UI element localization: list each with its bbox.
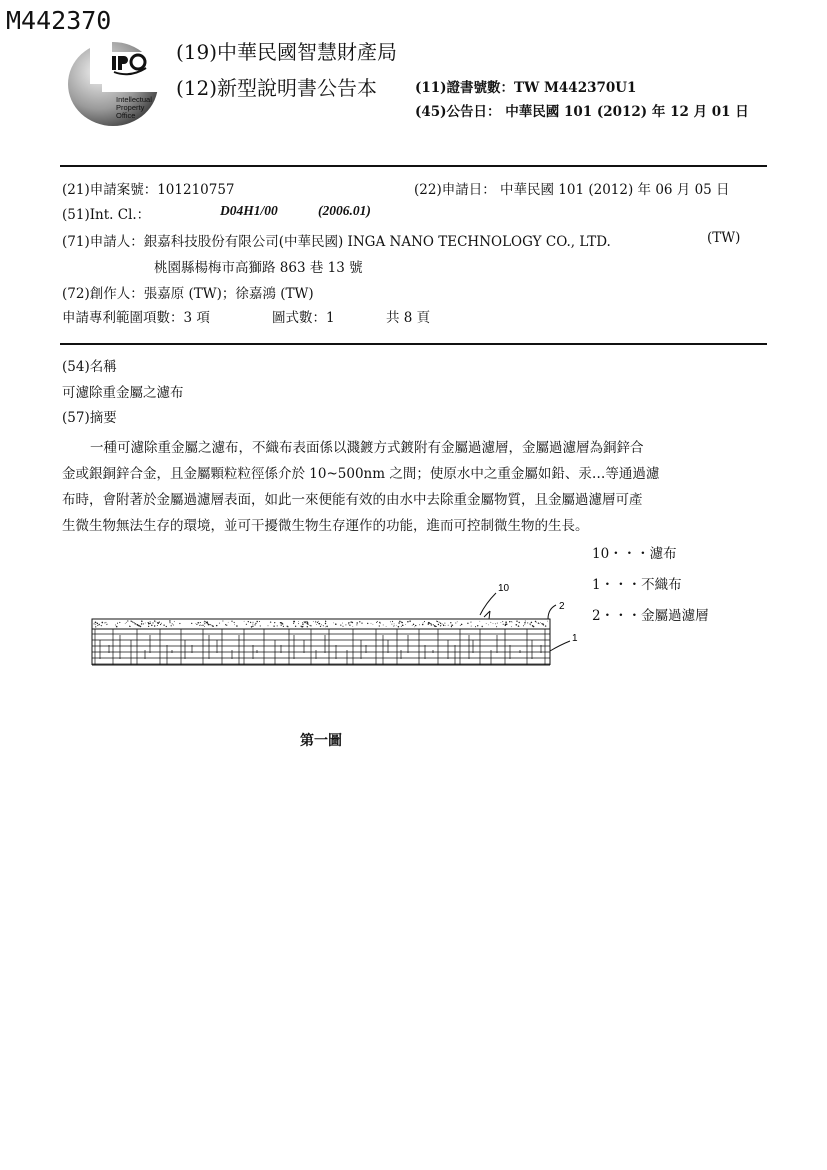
metal-particle <box>163 625 164 626</box>
metal-particle <box>134 623 135 624</box>
metal-particle <box>415 625 416 626</box>
metal-particle <box>136 624 137 625</box>
metal-particle <box>402 625 404 627</box>
metal-particle <box>117 623 118 624</box>
metal-particle <box>173 625 174 626</box>
metal-particle <box>542 623 544 625</box>
metal-particle <box>424 621 425 622</box>
metal-particle <box>407 621 408 622</box>
metal-particle <box>326 626 328 628</box>
metal-particle <box>488 625 489 626</box>
metal-particle <box>394 624 395 625</box>
metal-particle <box>283 626 284 627</box>
metal-particle <box>133 622 134 623</box>
intcl-label: (51)Int. Cl.： <box>62 207 151 223</box>
logo-text-office: Office <box>116 111 136 120</box>
metal-particle <box>260 625 261 626</box>
metal-particle <box>437 621 438 622</box>
metal-particle <box>148 626 149 627</box>
metal-particle <box>496 626 497 627</box>
metal-particle <box>486 623 487 624</box>
metal-particle <box>131 621 132 622</box>
document-number: M442370 <box>6 6 112 35</box>
metal-particle <box>259 621 260 622</box>
metal-particle <box>125 623 126 624</box>
figure-caption: 第一圖 <box>300 733 342 749</box>
metal-particle <box>479 621 480 622</box>
metal-particle <box>451 627 452 628</box>
legend-item: 1・・・不織布 <box>592 577 682 593</box>
metal-particle <box>307 626 308 627</box>
metal-particle <box>433 624 434 625</box>
metal-particle <box>191 623 192 624</box>
metal-particle <box>340 625 341 626</box>
intcl-code: D04H1/00 <box>220 203 278 218</box>
metal-particle <box>211 625 212 626</box>
metal-particle <box>482 626 483 627</box>
application-number: (21)申請案號：101210757 <box>62 182 235 198</box>
metal-particle <box>524 624 525 625</box>
leader-10 <box>480 593 496 615</box>
ref-1: 1 <box>572 633 578 644</box>
metal-particle <box>207 621 208 622</box>
inventors: (72)創作人：張嘉原 (TW)；徐嘉鴻 (TW) <box>62 286 314 302</box>
metal-particle <box>405 624 406 625</box>
metal-particle <box>435 626 436 627</box>
metal-particle <box>256 621 258 623</box>
metal-particle <box>533 626 534 627</box>
metal-particle <box>349 625 350 626</box>
metal-particle <box>359 621 360 622</box>
metal-particle <box>523 625 524 626</box>
metal-particle <box>547 621 548 622</box>
metal-particle <box>335 623 337 625</box>
metal-particle <box>475 626 476 627</box>
metal-particle <box>471 626 472 627</box>
metal-particle <box>493 623 494 624</box>
metal-particle <box>543 625 544 626</box>
metal-particle <box>116 626 118 628</box>
metal-particle <box>524 622 526 624</box>
metal-particle <box>396 625 397 626</box>
metal-particle <box>352 626 353 627</box>
metal-particle <box>204 626 205 627</box>
metal-particle <box>320 626 321 627</box>
metal-particle <box>457 621 458 622</box>
metal-particle <box>102 622 103 623</box>
metal-particle <box>467 623 468 624</box>
metal-particle <box>216 625 217 626</box>
metal-particle <box>253 622 254 623</box>
leader-2 <box>548 605 556 619</box>
metal-particle <box>160 624 161 625</box>
title-label: (54)名稱 <box>62 359 117 375</box>
metal-particle <box>94 623 95 624</box>
metal-particle <box>141 623 143 625</box>
metal-particle <box>138 625 140 627</box>
metal-particle <box>171 625 172 626</box>
ref-10: 10 <box>498 583 510 594</box>
metal-particle <box>161 623 162 624</box>
metal-particle <box>226 625 227 626</box>
metal-particle <box>439 622 440 623</box>
metal-particle <box>342 626 343 627</box>
abstract-line: 生微生物無法生存的環境，並可干擾微生物生存運作的功能，進而可控制微生物的生長。 <box>62 518 589 534</box>
metal-particle <box>145 623 146 624</box>
metal-particle <box>505 621 507 623</box>
metal-particle <box>431 624 432 625</box>
metal-particle <box>540 622 541 623</box>
metal-particle <box>511 621 512 622</box>
metal-particle <box>270 621 271 622</box>
metal-particle <box>234 624 235 625</box>
metal-particle <box>281 624 282 625</box>
metal-particle <box>274 622 275 623</box>
metal-particle <box>305 621 306 622</box>
metal-particle <box>106 622 107 623</box>
abstract-label: (57)摘要 <box>62 410 117 426</box>
metal-particle <box>379 622 380 623</box>
metal-particle <box>398 622 399 623</box>
ref-2: 2 <box>559 601 565 612</box>
metal-particle <box>391 624 392 625</box>
leader-10-arrow <box>484 611 490 619</box>
metal-particle <box>201 625 202 626</box>
metal-particle <box>313 621 314 622</box>
applicant-address: 桃園縣楊梅市高獅路 863 巷 13 號 <box>154 260 363 276</box>
metal-particle <box>149 623 150 624</box>
metal-particle <box>208 624 210 626</box>
metal-particle <box>157 625 158 626</box>
metal-particle <box>97 625 98 626</box>
metal-particle <box>119 622 120 623</box>
figure-1 <box>80 575 600 679</box>
metal-particle <box>495 623 496 624</box>
metal-particle <box>376 622 377 623</box>
metal-particle <box>503 624 504 625</box>
metal-particle <box>419 624 420 625</box>
filter-cloth-drawing <box>80 575 600 675</box>
metal-particle <box>154 626 155 627</box>
metal-particle <box>231 621 232 622</box>
metal-particle <box>315 621 316 622</box>
metal-particle <box>477 625 478 626</box>
metal-particle <box>195 623 196 624</box>
metal-particle <box>348 623 349 624</box>
metal-particle <box>277 625 278 626</box>
metal-particle <box>333 623 334 624</box>
metal-particle <box>137 625 138 626</box>
metal-particle <box>423 623 424 624</box>
metal-particle <box>386 626 387 627</box>
applicant: (71)申請人：銀嘉科技股份有限公司(中華民國) INGA NANO TECHNOLOGY CO., LTD. <box>62 234 611 250</box>
metal-particle <box>213 626 214 627</box>
metal-particle <box>200 625 201 626</box>
metal-particle <box>509 621 510 622</box>
metal-particle <box>519 622 520 623</box>
metal-particle <box>140 626 141 627</box>
metal-particle <box>440 625 441 626</box>
abstract-line: 布時，會附著於金屬過濾層表面，如此一來便能有效的由水中去除重金屬物質，且金屬過濾層可產 <box>62 492 643 508</box>
metal-particle <box>538 623 539 624</box>
logo-text-property: Property <box>116 103 145 112</box>
metal-particle <box>244 621 245 622</box>
metal-particle <box>104 622 105 623</box>
metal-particle <box>293 623 294 624</box>
metal-particle <box>545 625 546 626</box>
leader-1 <box>550 641 570 651</box>
metal-particle <box>325 621 326 622</box>
claims-count: 申請專利範圍項數：3 項 <box>62 310 210 326</box>
metal-particle <box>143 623 144 624</box>
metal-particle <box>225 624 226 625</box>
metal-particle <box>350 621 351 622</box>
metal-particle <box>293 621 295 623</box>
metal-particle <box>179 623 180 624</box>
metal-particle <box>445 625 446 626</box>
metal-particle <box>204 623 205 624</box>
metal-particle <box>152 622 153 623</box>
metal-particle <box>316 624 317 625</box>
metal-particle <box>252 626 253 627</box>
metal-particle <box>166 626 167 627</box>
metal-particle <box>361 622 362 623</box>
metal-particle <box>98 624 99 625</box>
certificate-number: (11)證書號數：TW M442370U1 <box>415 80 637 96</box>
metal-particle <box>97 623 98 624</box>
metal-particle <box>356 622 357 623</box>
metal-particle <box>535 621 536 622</box>
metal-particle <box>399 621 401 623</box>
metal-particle <box>169 620 170 621</box>
metal-particle <box>373 624 374 625</box>
metal-particle <box>150 621 151 622</box>
metal-particle <box>470 622 471 623</box>
metal-particle <box>497 623 498 624</box>
metal-particle <box>101 625 102 626</box>
figures-count: 圖式數：1 <box>272 310 335 326</box>
metal-particle <box>428 623 430 625</box>
metal-particle <box>268 625 269 626</box>
intcl-version: (2006.01) <box>318 203 371 218</box>
metal-particle <box>371 623 372 624</box>
legend-item: 2・・・金屬過濾層 <box>592 608 709 624</box>
divider-middle <box>60 343 767 345</box>
metal-particle <box>157 622 158 623</box>
metal-particle <box>516 620 517 621</box>
metal-particle <box>315 622 316 623</box>
metal-particle <box>422 624 424 626</box>
metal-particle <box>307 622 309 624</box>
logo-text-intellectual: Intellectual <box>116 95 152 104</box>
metal-particle <box>254 624 255 625</box>
metal-particle <box>234 622 235 623</box>
metal-particle <box>219 623 220 624</box>
metal-particle <box>440 623 441 624</box>
metal-particle <box>390 621 391 622</box>
metal-particle <box>310 625 311 626</box>
metal-particle <box>367 623 368 624</box>
metal-particle <box>401 626 402 627</box>
metal-particle <box>273 626 274 627</box>
metal-particle <box>518 625 520 627</box>
metal-particle <box>319 623 320 624</box>
metal-particle <box>199 625 200 626</box>
metal-particle <box>156 622 157 623</box>
metal-particle <box>539 623 540 624</box>
metal-particle <box>298 623 299 624</box>
metal-particle <box>174 621 175 622</box>
metal-particle <box>172 623 173 624</box>
metal-particle <box>431 625 432 626</box>
metal-particle <box>409 620 411 622</box>
metal-particle <box>310 625 311 626</box>
metal-particle <box>455 622 456 623</box>
metal-particle <box>511 626 512 627</box>
metal-particle <box>527 622 528 623</box>
abstract-line: 金或銀銅鋅合金，且金屬顆粒粒徑係介於 10~500nm 之間；使原水中之重金屬如鉛、汞…等通過濾 <box>62 466 660 482</box>
nonwoven-fabric-layer <box>92 629 550 665</box>
metal-particle <box>530 624 531 625</box>
metal-particle <box>317 622 318 623</box>
tipo-logo-icon <box>66 38 160 148</box>
metal-particle <box>379 625 380 626</box>
metal-particle <box>348 622 349 623</box>
metal-particle <box>295 626 296 627</box>
metal-particle <box>159 622 160 623</box>
metal-particle <box>287 626 288 627</box>
legend-item: 10・・・濾布 <box>592 546 677 562</box>
metal-particle <box>205 621 206 622</box>
metal-particle <box>200 622 201 623</box>
metal-particle <box>442 624 443 625</box>
metal-particle <box>106 624 107 625</box>
metal-particle <box>321 624 322 625</box>
metal-particle <box>169 622 170 623</box>
metal-particle <box>115 625 116 626</box>
metal-particle <box>506 623 507 624</box>
metal-particle <box>444 623 445 624</box>
metal-particle <box>342 623 343 624</box>
metal-particle <box>413 624 414 625</box>
metal-particle <box>438 624 439 625</box>
metal-particle <box>460 625 461 626</box>
metal-particle <box>502 621 503 622</box>
publication-date: (45)公告日： 中華民國 101 (2012) 年 12 月 01 日 <box>415 104 749 120</box>
pages-count: 共 8 頁 <box>386 310 431 326</box>
metal-particle <box>461 624 463 626</box>
metal-particle <box>530 623 531 624</box>
metal-particle <box>135 624 136 625</box>
metal-particle <box>383 624 384 625</box>
metal-particle <box>443 625 444 626</box>
metal-particle <box>318 621 319 622</box>
metal-particle <box>352 622 353 623</box>
metal-particle <box>512 622 513 623</box>
metal-particle <box>451 625 452 626</box>
metal-particle <box>197 622 198 623</box>
metal-particle <box>401 622 402 623</box>
metal-particle <box>412 625 413 626</box>
metal-particle <box>490 622 491 623</box>
metal-particle <box>148 622 149 623</box>
metal-particle <box>248 621 249 622</box>
abstract-line: 一種可濾除重金屬之濾布，不織布表面係以濺鍍方式鍍附有金屬過濾層，金屬過濾層為銅鋅合 <box>90 440 644 456</box>
metal-particle <box>141 621 142 622</box>
metal-particle <box>345 624 346 625</box>
metal-particle <box>394 625 395 626</box>
metal-particle <box>307 624 308 625</box>
metal-particle <box>154 620 155 621</box>
metal-particle <box>302 622 303 623</box>
metal-particle <box>127 620 128 621</box>
metal-particle <box>281 623 282 624</box>
metal-particle <box>536 622 537 623</box>
tipo-logo <box>66 38 160 148</box>
metal-particle <box>525 621 526 622</box>
metal-particle <box>204 622 205 623</box>
metal-particle <box>398 626 399 627</box>
metal-particle <box>323 625 324 626</box>
metal-particle <box>377 621 378 622</box>
applicant-country: (TW) <box>707 230 741 246</box>
metal-particle <box>95 624 96 625</box>
metal-particle <box>250 622 251 623</box>
metal-particle <box>448 625 449 626</box>
document-type: (12)新型說明書公告本 <box>176 76 378 100</box>
metal-particle <box>298 621 299 622</box>
metal-particle <box>196 624 197 625</box>
metal-particle <box>302 623 304 625</box>
metal-particle <box>222 620 223 621</box>
application-date: (22)申請日： 中華民國 101 (2012) 年 06 月 05 日 <box>414 182 730 198</box>
metal-particle <box>236 625 238 627</box>
metal-particle <box>505 625 506 626</box>
divider-top <box>60 165 767 167</box>
metal-particle <box>501 622 502 623</box>
metal-particle <box>356 624 357 625</box>
metal-particle <box>246 624 247 625</box>
title: 可濾除重金屬之濾布 <box>62 385 184 401</box>
metal-particle <box>255 623 256 624</box>
metal-particle <box>450 622 451 623</box>
metal-particle <box>228 622 229 623</box>
metal-particle <box>325 627 326 628</box>
metal-particle <box>541 623 542 624</box>
metal-particle <box>392 621 393 622</box>
metal-particle <box>531 622 533 624</box>
metal-particle <box>210 624 211 625</box>
metal-particle <box>95 626 96 627</box>
metal-particle <box>202 625 203 626</box>
metal-particle <box>126 622 127 623</box>
metal-particle <box>516 624 518 626</box>
metal-particle <box>252 624 253 625</box>
metal-particle <box>130 626 131 627</box>
metal-particle <box>393 626 394 627</box>
metal-particle <box>251 626 252 627</box>
metal-particle <box>95 622 97 624</box>
metal-particle <box>325 623 326 624</box>
metal-particle <box>414 627 415 628</box>
metal-particle <box>302 626 303 627</box>
metal-particle <box>151 625 152 626</box>
office-name: (19)中華民國智慧財產局 <box>176 40 398 64</box>
